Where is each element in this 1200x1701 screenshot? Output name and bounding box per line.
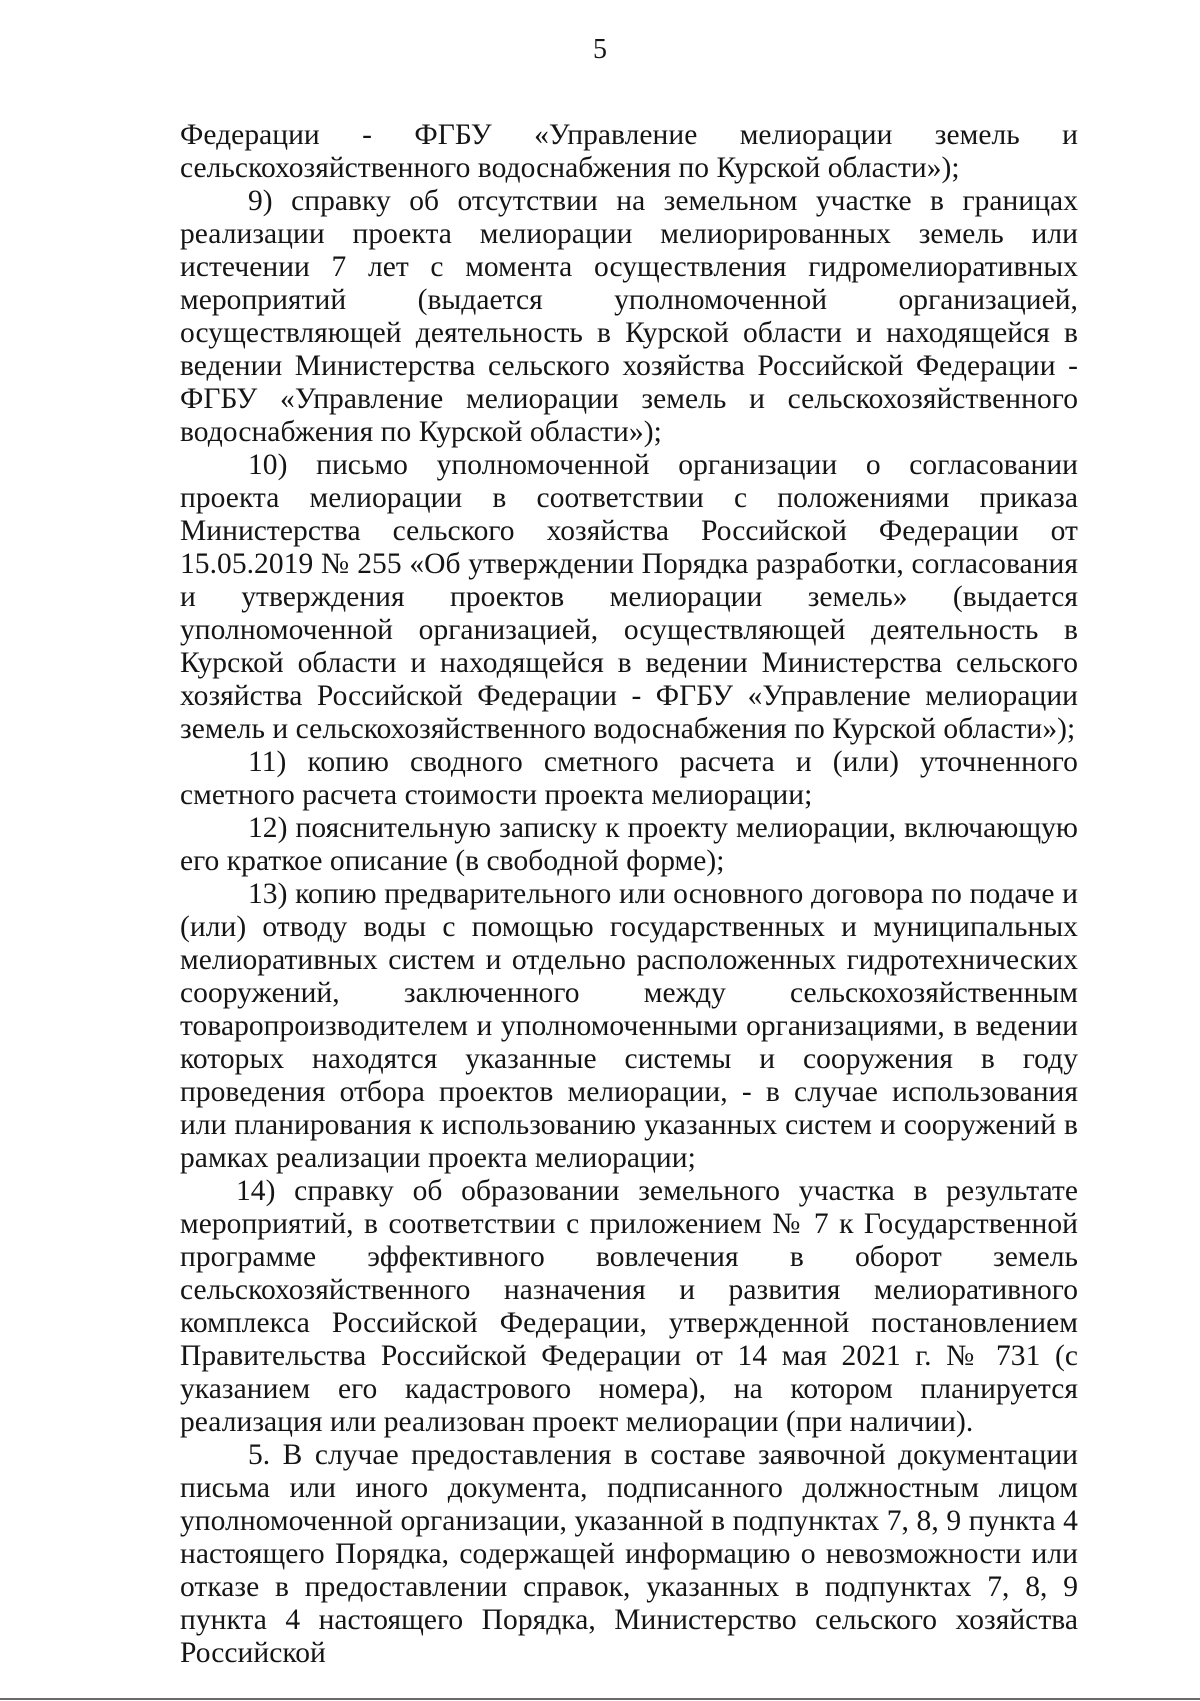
paragraph-item-10: 10) письмо уполномоченной организации о согласовании проекта мелиорации в соответствии с положениями приказа Министерства сельского хозяйства Российской Федерации от 15.05.2019 № 255 «Об утверждении Порядка разработки, согласования и утверждения проектов мелиорации земель» (выдается уполномоченной организацией, осуществляющей деятельность в Курской области и находящейся в ведении Министерства сельского хозяйства Российской Федерации - ФГБУ «Управление мелиорации земель и сельскохозяйственного водоснабжения по Курской области»);: [180, 449, 1078, 745]
page-number: 5: [593, 34, 607, 65]
paragraph-item-14: 14) справку об образовании земельного участка в результате мероприятий, в соответствии с приложением № 7 к Государственной программе эффективного вовлечения в оборот земель сельскохозяйственного назначения и развития мелиоративного комплекса Российской Федерации, утвержденной постановлением Правительства Российской Федерации от 14 мая 2021 г. № 731 (с указанием его кадастрового номера), на котором планируется реализация или реализован проект мелиорации (при наличии).: [180, 1175, 1078, 1438]
paragraph-item-11: 11) копию сводного сметного расчета и (или) уточненного сметного расчета стоимости проекта мелиорации;: [180, 746, 1078, 811]
paragraph-item-12: 12) пояснительную записку к проекту мелиорации, включающую его краткое описание (в свободной форме);: [180, 812, 1078, 877]
document-body: [180, 119, 1078, 1670]
page-bottom-edge: [0, 1698, 1200, 1700]
paragraph-item-13: 13) копию предварительного или основного договора по подаче и (или) отводу воды с помощью государственных и муниципальных мелиоративных систем и отдельно расположенных гидротехнических сооружений, заключенного между сельскохозяйственным товаропроизводителем и уполномоченными организациями, в ведении которых находятся указанные системы и сооружения в году проведения отбора проектов мелиорации, - в случае использования или планирования к использованию указанных систем и сооружений в рамках реализации проекта мелиорации;: [180, 878, 1078, 1174]
paragraph-continuation: Федерации - ФГБУ «Управление мелиорации земель и сельскохозяйственного водоснабжения по Курской области»);: [180, 119, 1078, 184]
paragraph-section-5: 5. В случае предоставления в составе заявочной документации письма или иного документа, подписанного должностным лицом уполномоченной организации, указанной в подпунктах 7, 8, 9 пункта 4 настоящего Порядка, содержащей информацию о невозможности или отказе в предоставлении справок, указанных в подпунктах 7, 8, 9 пункта 4 настоящего Порядка, Министерство сельского хозяйства Российской: [180, 1439, 1078, 1669]
paragraph-item-9: 9) справку об отсутствии на земельном участке в границах реализации проекта мелиорации мелиорированных земель или истечении 7 лет с момента осуществления гидромелиоративных мероприятий (выдается уполномоченной организацией, осуществляющей деятельность в Курской области и находящейся в ведении Министерства сельского хозяйства Российской Федерации - ФГБУ «Управление мелиорации земель и сельскохозяйственного водоснабжения по Курской области»);: [180, 185, 1078, 448]
